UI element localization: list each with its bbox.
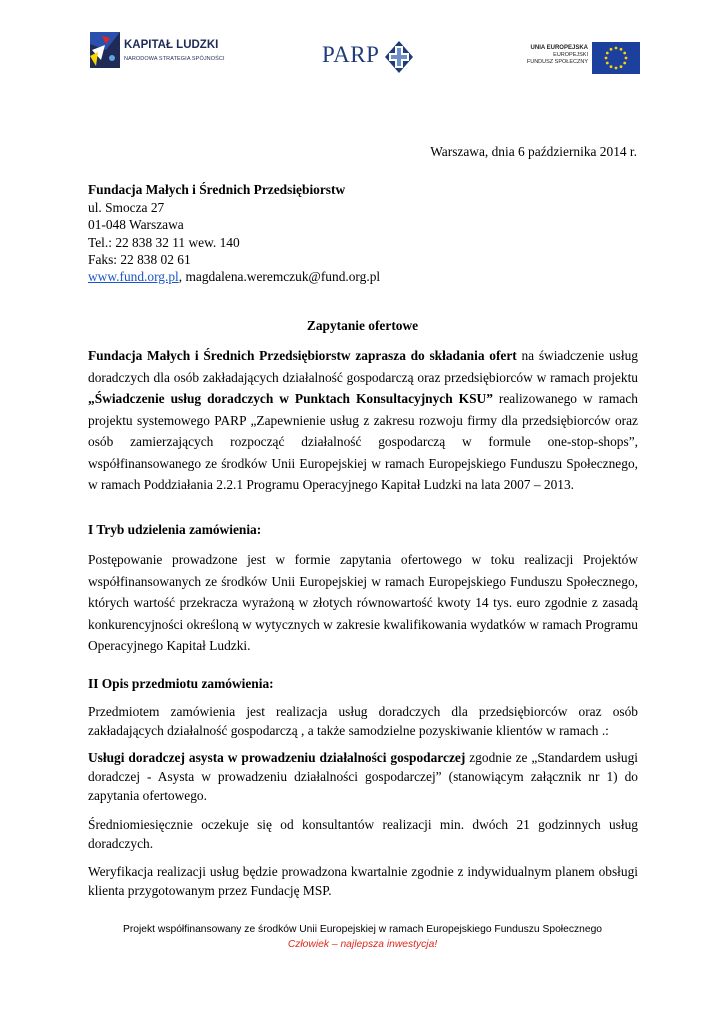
kapital-ludzki-emblem-icon [88, 30, 122, 70]
intro-bold-start: Fundacja Małych i Średnich Przedsiębiorstw zaprasza do składania ofert [88, 348, 517, 363]
section2-para2 [88, 748, 638, 805]
sender-street: ul. Smocza 27 [88, 200, 165, 215]
intro-text2: realizowanego w ramach projektu systemowego PARP „Zapewnienie usług z zakresu rozwoju firmy dla przedsiębiorców oraz osób zamierzających rozpocząć działalność gospodarczą w formule one-stop-shops”, współfinansowanego ze środków Unii Europejskiej w ramach Europejskiego Funduszu Społecznego, w ramach Poddziałania 2.2.1 Programu Operacyjnego Kapitał Ludzki na lata 2007 – 2013. [88, 391, 638, 492]
eu-logo [515, 42, 640, 76]
footer-slogan: Człowiek – najlepsza inwestycja! [287, 939, 438, 950]
date-line: Warszawa, dnia 6 października 2014 r. [430, 144, 637, 159]
section2-heading: II Opis przedmiotu zamówienia: [88, 676, 274, 691]
sender-email: , magdalena.weremczuk@fund.org.pl [178, 269, 381, 284]
parp-label: PARP [322, 42, 380, 67]
intro-text1: na świadczenie usług doradczych dla osób zakładających działalność gospodarczą oraz przedsiębiorców w ramach projektu [88, 348, 638, 385]
section2-para2-text: zgodnie ze „Standardem usługi doradczej - Asysta w prowadzeniu działalności gospodarczej” (stanowiącym załącznik nr 1) do zapytania ofertowego. [88, 750, 638, 803]
eu-line1: UNIA EUROPEJSKA [530, 45, 588, 51]
page-title: Zapytanie ofertowe [306, 318, 419, 333]
eu-flag-icon [592, 42, 640, 74]
eu-line2: EUROPEJSKI [553, 52, 588, 58]
section2-para3: Średniomiesięcznie oczekuje się od konsultantów realizacji min. dwóch 21 godzinnych usług doradczych. [88, 817, 638, 851]
service-name: Usługi doradczej asysta w prowadzeniu działalności gospodarczej [88, 750, 466, 765]
sender-fax: Faks: 22 838 02 61 [88, 252, 191, 267]
section2-para1: Przedmiotem zamówienia jest realizacja usług doradczych dla przedsiębiorców oraz osób zakładających działalność gospodarczą , a także samodzielne pozyskiwanie klientów w ramach .: [88, 704, 638, 738]
section1-body: Postępowanie prowadzone jest w formie zapytania ofertowego w toku realizacji Projektów współfinansowanych ze środków Unii Europejskiej w ramach Europejskiego Funduszu Społecznego, których wartość przekracza wyrażoną w złotych równowartość kwoty 14 tys. euro zgodnie z zasadą konkurencyjności określoną w wytycznych w zakresie kwalifikowania wydatków w ramach Programu Operacyjnego Kapitał Ludzki. [88, 552, 638, 653]
website-link[interactable]: www.fund.org.pl [88, 269, 179, 284]
intro-project-name: „Świadczenie usług doradczych w Punktach Konsultacyjnych KSU” [88, 391, 493, 406]
intro-paragraph [88, 345, 638, 496]
section2-para4: Weryfikacja realizacji usług będzie prowadzona kwartalnie zgodnie z indywidualnym planem obsługi klienta przygotowanym przez Fundację MSP. [88, 864, 638, 898]
sender-phone: Tel.: 22 838 32 11 wew. 140 [88, 235, 240, 250]
kapital-ludzki-title: KAPITAŁ LUDZKI [124, 39, 219, 51]
sender-contact [88, 269, 380, 285]
kapital-ludzki-logo [88, 30, 238, 72]
parp-emblem-icon [384, 40, 414, 74]
kapital-ludzki-subtitle: NARODOWA STRATEGIA SPÓJNOŚCI [124, 56, 225, 62]
sender-name: Fundacja Małych i Średnich Przedsiębiorstw [88, 182, 346, 197]
eu-line3: FUNDUSZ SPOŁECZNY [526, 59, 588, 65]
parp-logo [322, 40, 412, 74]
footer-project-note: Projekt współfinansowany ze środków Unii Europejskiej w ramach Europejskiego Funduszu Społecznego [122, 924, 603, 935]
section1-heading: I Tryb udzielenia zamówienia: [88, 522, 262, 537]
sender-city: 01-048 Warszawa [88, 217, 184, 232]
